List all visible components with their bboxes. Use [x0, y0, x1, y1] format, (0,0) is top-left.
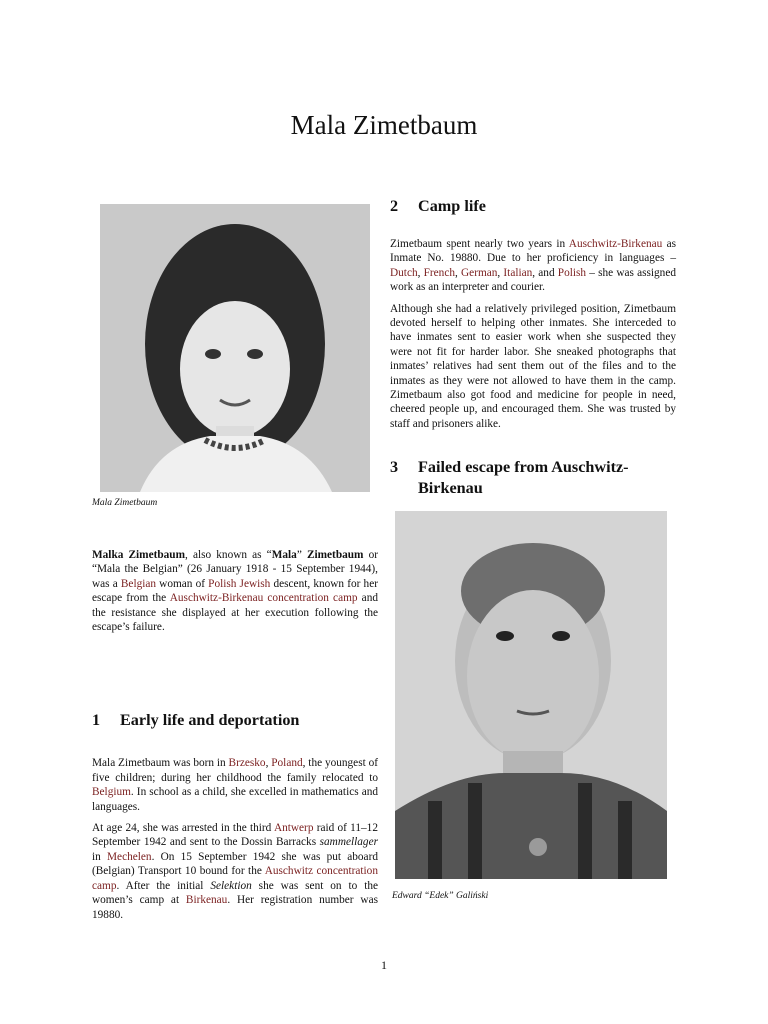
right-column [390, 196, 676, 901]
link-german[interactable]: German [461, 266, 498, 279]
link-french[interactable]: French [423, 266, 455, 279]
section-heading-early-life: 1 Early life and deportation [92, 711, 300, 730]
early-life-paragraph-2: At age 24, she was arrested in the third Antwerp raid of 11–12 September 1942 and sent to the Dossin Barracks sammellager in Mechelen. On 15 September 1942 she was put aboard (Belgian) Transport 10 bound for the Auschwitz concentration camp. After the initial Selektion she was sent on to the women’s camp at Birkenau. Her registration number was 19880. [92, 822, 379, 921]
portrait-caption-mala: Mala Zimetbaum [92, 498, 158, 508]
left-column [92, 204, 378, 929]
early-life-paragraph-1: Mala Zimetbaum was born in Brzesko, Poland, the youngest of five children; during her childhood the family relocated to Belgium. In school as a child, she excelled in mathematics and languages. [92, 757, 378, 813]
page-number: 1 [381, 958, 387, 972]
section-heading-camp-life: 2 Camp life [390, 197, 486, 215]
portrait-photo-edek[interactable] [395, 511, 667, 879]
intro-paragraph: Malka Zimetbaum, also known as “Mala” Zimetbaum or “Mala the Belgian” (26 January 1918 - 15 September 1944), was a Belgian woman of Polish Jewish descent, known for her escape from the Auschwitz-Birkenau concentration camp and the resistance she displayed at her execution following the escape’s failure. [92, 549, 378, 634]
link-polish[interactable]: Polish [557, 266, 587, 279]
link-belgium[interactable]: Belgium [92, 786, 131, 799]
portrait-illustration-edek [395, 511, 667, 879]
link-polish-jewish[interactable]: Polish Jewish [208, 577, 271, 590]
link-birkenau[interactable]: Birkenau [185, 894, 228, 907]
link-auschwitz-camp[interactable]: Auschwitz concentration camp [92, 865, 378, 892]
page-title: Mala Zimetbaum [290, 110, 478, 140]
section-heading-failed-escape: 3 Failed escape from Auschwitz-Birkenau [390, 458, 629, 498]
portrait-caption-edek: Edward “Edek” Galiński [392, 891, 489, 902]
camp-life-paragraph-2: Although she had a relatively privileged position, Zimetbaum devoted herself to helping other inmates. She interceded to have inmates sent to easier work when she suspected they were not fit for harder labor. She sneaked photographs that inmates’ relatives had sent them out of the files and to the inmates as they were not allowed to have them in the camp. Zimetbaum also got food and medicine for people in need, cheered people up, and encouraged them. She was trusted by staff and prisoners alike. [390, 302, 676, 430]
link-italian[interactable]: Italian [503, 266, 533, 279]
link-antwerp[interactable]: Antwerp [273, 822, 314, 835]
link-brzesko[interactable]: Brzesko [228, 757, 266, 770]
link-poland[interactable]: Poland [271, 757, 303, 770]
portrait-photo-mala[interactable] [100, 204, 370, 492]
link-auschwitz-birkenau[interactable]: Auschwitz-Birkenau [568, 238, 663, 250]
link-mechelen[interactable]: Mechelen [107, 850, 152, 863]
portrait-illustration [100, 204, 370, 492]
camp-life-paragraph-1: Zimetbaum spent nearly two years in Auschwitz-Birkenau as Inmate No. 19880. Due to her proficiency in languages – Dutch, French, German, Italian, and Polish – she was assigned work as an interpreter and courier. [390, 238, 676, 294]
link-auschwitz-birkenau-camp[interactable]: Auschwitz-Birkenau concentration camp [169, 592, 358, 605]
link-dutch[interactable]: Dutch [390, 266, 418, 279]
link-belgian[interactable]: Belgian [120, 577, 157, 590]
